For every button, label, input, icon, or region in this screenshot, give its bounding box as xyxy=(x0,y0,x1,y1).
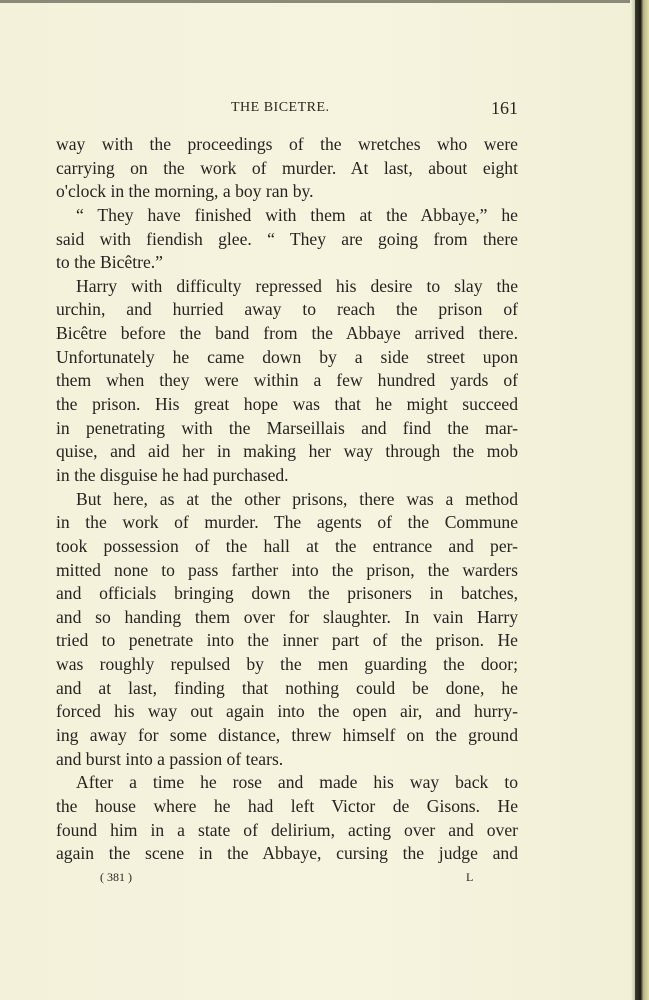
running-head xyxy=(56,98,518,122)
text-line: and at last, finding that nothing could be done, he xyxy=(56,677,518,698)
text-line: quise, and aid her in making her way through the mob xyxy=(56,441,518,462)
text-line: the house where he had left Victor de Gisons. He xyxy=(56,795,518,816)
text-line: After a time he rose and made his way back to xyxy=(76,772,518,793)
text-line: forced his way out again into the open air, and hurry- xyxy=(56,701,518,722)
text-line: Bicêtre before the band from the Abbaye arrived there. xyxy=(56,323,518,344)
body-text xyxy=(56,133,518,866)
text-line: and so handing them over for slaughter. In vain Harry xyxy=(56,606,518,627)
text-line: to the Bicêtre.” xyxy=(56,252,163,273)
text-line: them when they were within a few hundred yards of xyxy=(56,370,518,391)
page-top-edge xyxy=(0,0,630,3)
text-line: ing away for some distance, threw himself on the ground xyxy=(56,725,518,746)
text-line: Harry with difficulty repressed his desire to slay the xyxy=(76,275,518,296)
page-footer xyxy=(56,870,518,890)
page-right-edge xyxy=(635,0,649,1000)
text-line: said with fiendish glee. “ They are going from there xyxy=(56,228,518,249)
page-number: 161 xyxy=(491,98,518,118)
text-line: “ They have finished with them at the Abbaye,” he xyxy=(76,204,518,225)
text-line: was roughly repulsed by the men guarding the door; xyxy=(56,654,518,675)
text-line: in the disguise he had purchased. xyxy=(56,464,289,485)
text-line: way with the proceedings of the wretches who were xyxy=(56,134,518,154)
text-line: urchin, and hurried away to reach the prison of xyxy=(56,299,518,320)
signature-letter: L xyxy=(466,870,474,884)
text-line: in the work of murder. The agents of the Commune xyxy=(56,512,518,533)
text-line: again the scene in the Abbaye, cursing the judge and xyxy=(56,843,518,864)
text-line: carrying on the work of murder. At last, about eight xyxy=(56,157,518,178)
running-title: THE BICETRE. xyxy=(231,100,330,115)
signature-mark: ( 381 ) xyxy=(100,870,132,884)
text-line: and officials bringing down the prisoners in batches, xyxy=(56,583,518,604)
text-line: tried to penetrate into the inner part of the prison. He xyxy=(56,630,518,651)
text-line: o'clock in the morning, a boy ran by. xyxy=(56,181,314,202)
text-line: and burst into a passion of tears. xyxy=(56,748,284,769)
text-line: in penetrating with the Marseillais and find the mar- xyxy=(56,417,518,438)
text-line: took possession of the hall at the entrance and per- xyxy=(56,535,518,556)
text-line: the prison. His great hope was that he might succeed xyxy=(56,394,518,415)
text-line: Unfortunately he came down by a side street upon xyxy=(56,346,518,367)
text-line: mitted none to pass farther into the prison, the warders xyxy=(56,559,518,580)
text-line: found him in a state of delirium, acting over and over xyxy=(56,819,518,840)
text-line: But here, as at the other prisons, there was a method xyxy=(76,488,518,509)
